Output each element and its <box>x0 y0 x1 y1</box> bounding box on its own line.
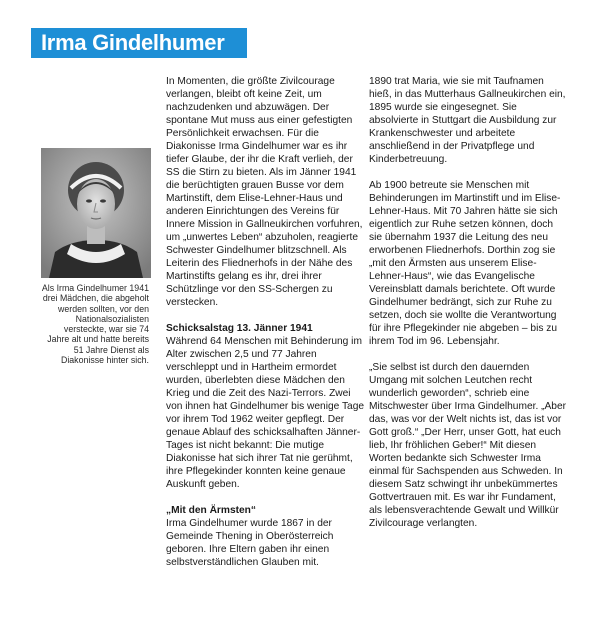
text-column-1 <box>166 75 366 569</box>
paragraph: Irma Gindelhumer wurde 1867 in der Gemeinde Thening in Oberösterreich geboren. Ihre Eltern gaben ihr einen selbstverständlichen Glauben mit. <box>166 518 334 568</box>
paragraph: Während 64 Menschen mit Behinderung im Alter zwischen 2,5 und 77 Jahren verschleppt und in Hartheim ermordet wurden, überlebten diese Mädchen den Krieg und die Zeit des Nazi-Terrors. Zwei von ihnen hat Gindelhumer bis wenige Tage vor ihrem Tod 1962 weiter gepflegt. Der genaue Ablauf des schicksalhaften Jänner-Tages ist nicht bekannt: Die mutige Diakonisse hat sich ihrer Tat nie gerühmt, ihre Pflegekinder konnten keine genaue Auskunft geben. <box>166 336 365 490</box>
paragraph: In Momenten, die größte Zivilcourage verlangen, bleibt oft keine Zeit, um nachzudenken und abzuwägen. Der spontane Mut muss aus einer gefestigten Persönlichkeit erwachsen. Für die Diakonisse Irma Gindelhumer war es ihr tiefer Glaube, der ihr die Kraft verlieh, der SS die Stirn zu bieten. Als im Jänner 1941 die berüchtigten grauen Busse vor dem Martinstift, dem Elise-Lehner-Haus und anderen Einrichtungen des Vereins für Innere Mission in Gallneukirchen vorfuhren, um „unwertes Leben“ abzuholen, reagierte Schwester Gindelhumer blitzschnell. Als Leiterin des Fliednerhofs in der Nähe des Martinstifts gelang es ihr, drei ihrer Schützlinge vor den SS-Schergen zu verstecken. <box>166 76 363 308</box>
page-title: Irma Gindelhumer <box>31 28 247 58</box>
portrait-photo <box>41 148 151 278</box>
paragraph: 1890 trat Maria, wie sie mit Taufnamen hieß, in das Mutterhaus Gallneukirchen ein, 1895 wurde sie eingesegnet. Sie absolvierte in Stuttgart die Ausbildung zur Krankenschwester und arbeitete anschließend in der Privatpflege und Kinderbetreuung. <box>369 76 566 165</box>
portrait-image <box>41 148 151 278</box>
section-heading: Schicksalstag 13. Jänner 1941 <box>166 323 313 334</box>
paragraph: „Sie selbst ist durch den dauernden Umgang mit solchen Leutchen recht wunderlich geworden“, schrieb eine Mitschwester über Irma Gindelhumer. „Aber das, was vor der Welt nichts ist, das ist vor Gott groß.“ „Der Herr, unser Gott, hat euch lieb, Ihr fröhlichen Geber!“ Mit diesen Worten bedankte sich Schwester Irma einmal für Sachspenden aus Schweden. In diesem Satz schwingt ihr unbekümmertes Gottvertrauen mit. Es war ihr Fundament, als lebensverachtende Gewalt und Willkür Zivilcourage verlangten. <box>369 362 567 529</box>
paragraph: Ab 1900 betreute sie Menschen mit Behinderungen im Martinstift und im Elise-Lehner-Haus. Mit 70 Jahren hätte sie sich eigentlich zur Ruhe setzen können, doch sie übernahm 1937 die Leitung des neu erworbenen Fliednerhofs. Dorthin zog sie „mit den Ärmsten aus unserem Elise-Lehner-Haus“, wie das Evangelische Vereinsblatt damals berichtete. Oft wurde Gindelhumer bedrängt, sich zur Ruhe zu setzen, doch sie wollte die Verantwortung für ihre Pflegekinder nie abgeben – bis zu ihrem Tod im 96. Lebensjahr. <box>369 180 561 347</box>
text-column-2 <box>369 75 567 530</box>
section-heading: „Mit den Ärmsten“ <box>166 505 256 516</box>
photo-caption: Als Irma Gindelhumer 1941 drei Mädchen, die abgeholt werden sollten, vor den Nationalsozialisten versteckte, war sie 74 Jahre alt und hatte bereits 51 Jahre Dienst als Diakonisse hinter sich. <box>41 283 149 366</box>
